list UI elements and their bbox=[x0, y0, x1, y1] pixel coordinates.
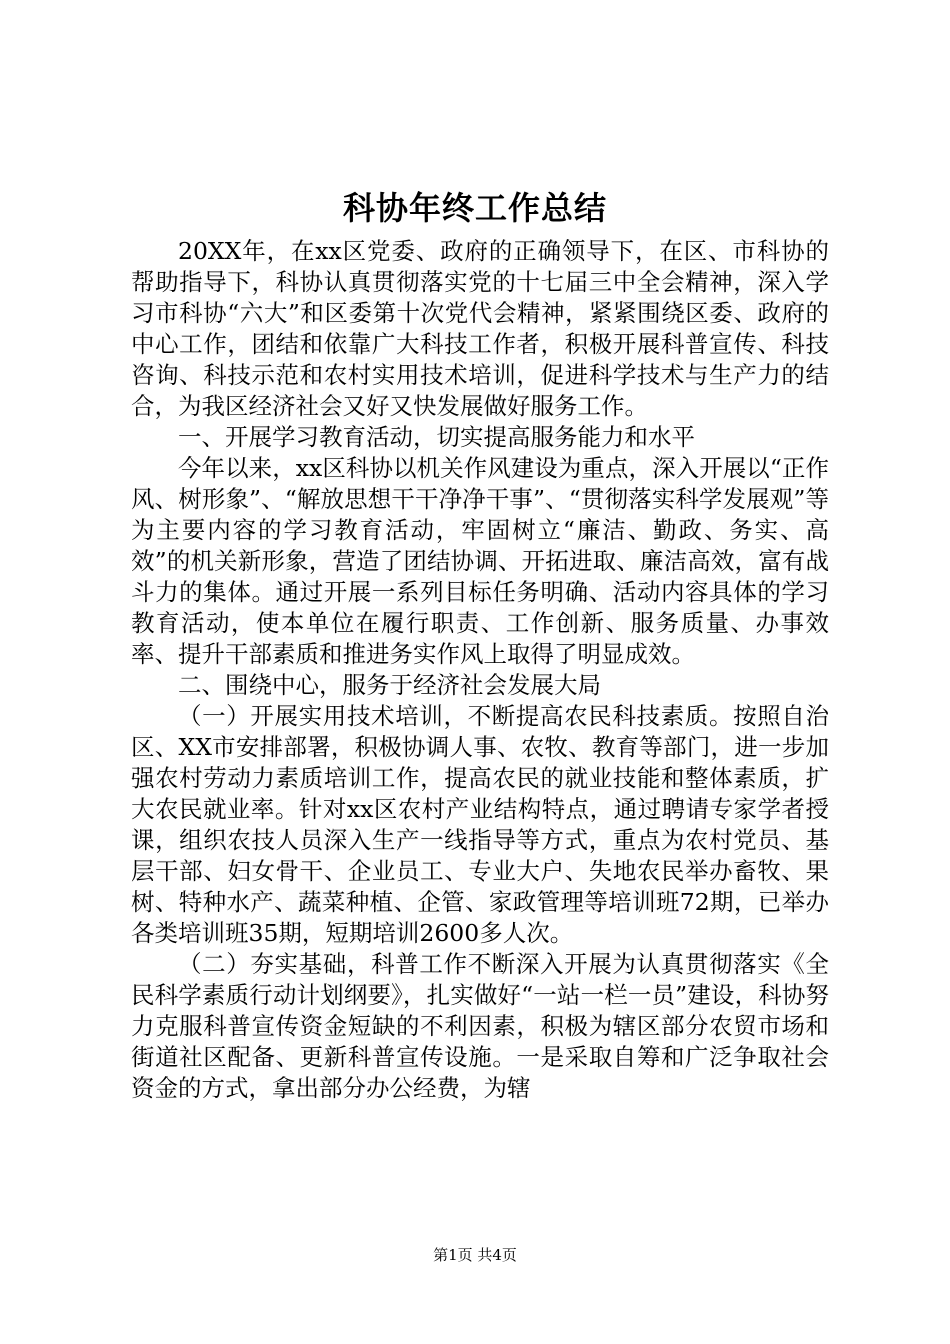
section-heading-2: 二、围绕中心，服务于经济社会发展大局 bbox=[178, 671, 601, 699]
page-footer: 第1页 共4页 bbox=[433, 1246, 517, 1264]
document-title: 科协年终工作总结 bbox=[342, 189, 607, 227]
paragraph-subsection-2: （二）夯实基础，科普工作不断深入开展为认真贯彻落实《全民科学素质行动计划纲要》，扎实做好“一站一栏一员”建设，科协努力克服科普宣传资金短缺的不利因素，积极为辖区部分农贸市场和街道社区配备、更新科普宣传设施。一是采取自筹和广泛争取社会资金的方式，拿出部分办公经费，为辖 bbox=[131, 950, 829, 1102]
document-body bbox=[131, 236, 829, 1104]
paragraph-intro: 20XX年，在xx区党委、政府的正确领导下，在区、市科协的帮助指导下，科协认真贯彻落实党的十七届三中全会精神，深入学习市科协“六大”和区委第十次党代会精神，紧紧围绕区委、政府的中心工作，团结和依靠广大科技工作者，积极开展科普宣传、科技咨询、科技示范和农村实用技术培训，促进科学技术与生产力的结合，为我区经济社会又好又快发展做好服务工作。 bbox=[131, 237, 829, 420]
section-heading-1: 一、开展学习教育活动，切实提高服务能力和水平 bbox=[178, 423, 695, 451]
paragraph-subsection-1: （一）开展实用技术培训，不断提高农民科技素质。按照自治区、XX市安排部署，积极协调人事、农牧、教育等部门，进一步加强农村劳动力素质培训工作，提高农民的就业技能和整体素质，扩大农民就业率。针对xx区农村产业结构特点，通过聘请专家学者授课，组织农技人员深入生产一线指导等方式，重点为农村党员、基层干部、妇女骨干、企业员工、专业大户、失地农民举办畜牧、果树、特种水产、蔬菜种植、企管、家政管理等培训班72期，已举办各类培训班35期，短期培训2600多人次。 bbox=[131, 702, 829, 947]
paragraph-section-1: 今年以来，xx区科协以机关作风建设为重点，深入开展以“正作风、树形象”、“解放思想干干净净干事”、“贯彻落实科学发展观”等为主要内容的学习教育活动，牢固树立“廉洁、勤政、务实、高效”的机关新形象，营造了团结协调、开拓进取、廉洁高效，富有战斗力的集体。通过开展一系列目标任务明确、活动内容具体的学习教育活动，使本单位在履行职责、工作创新、服务质量、办事效率、提升干部素质和推进务实作风上取得了明显成效。 bbox=[131, 454, 829, 668]
